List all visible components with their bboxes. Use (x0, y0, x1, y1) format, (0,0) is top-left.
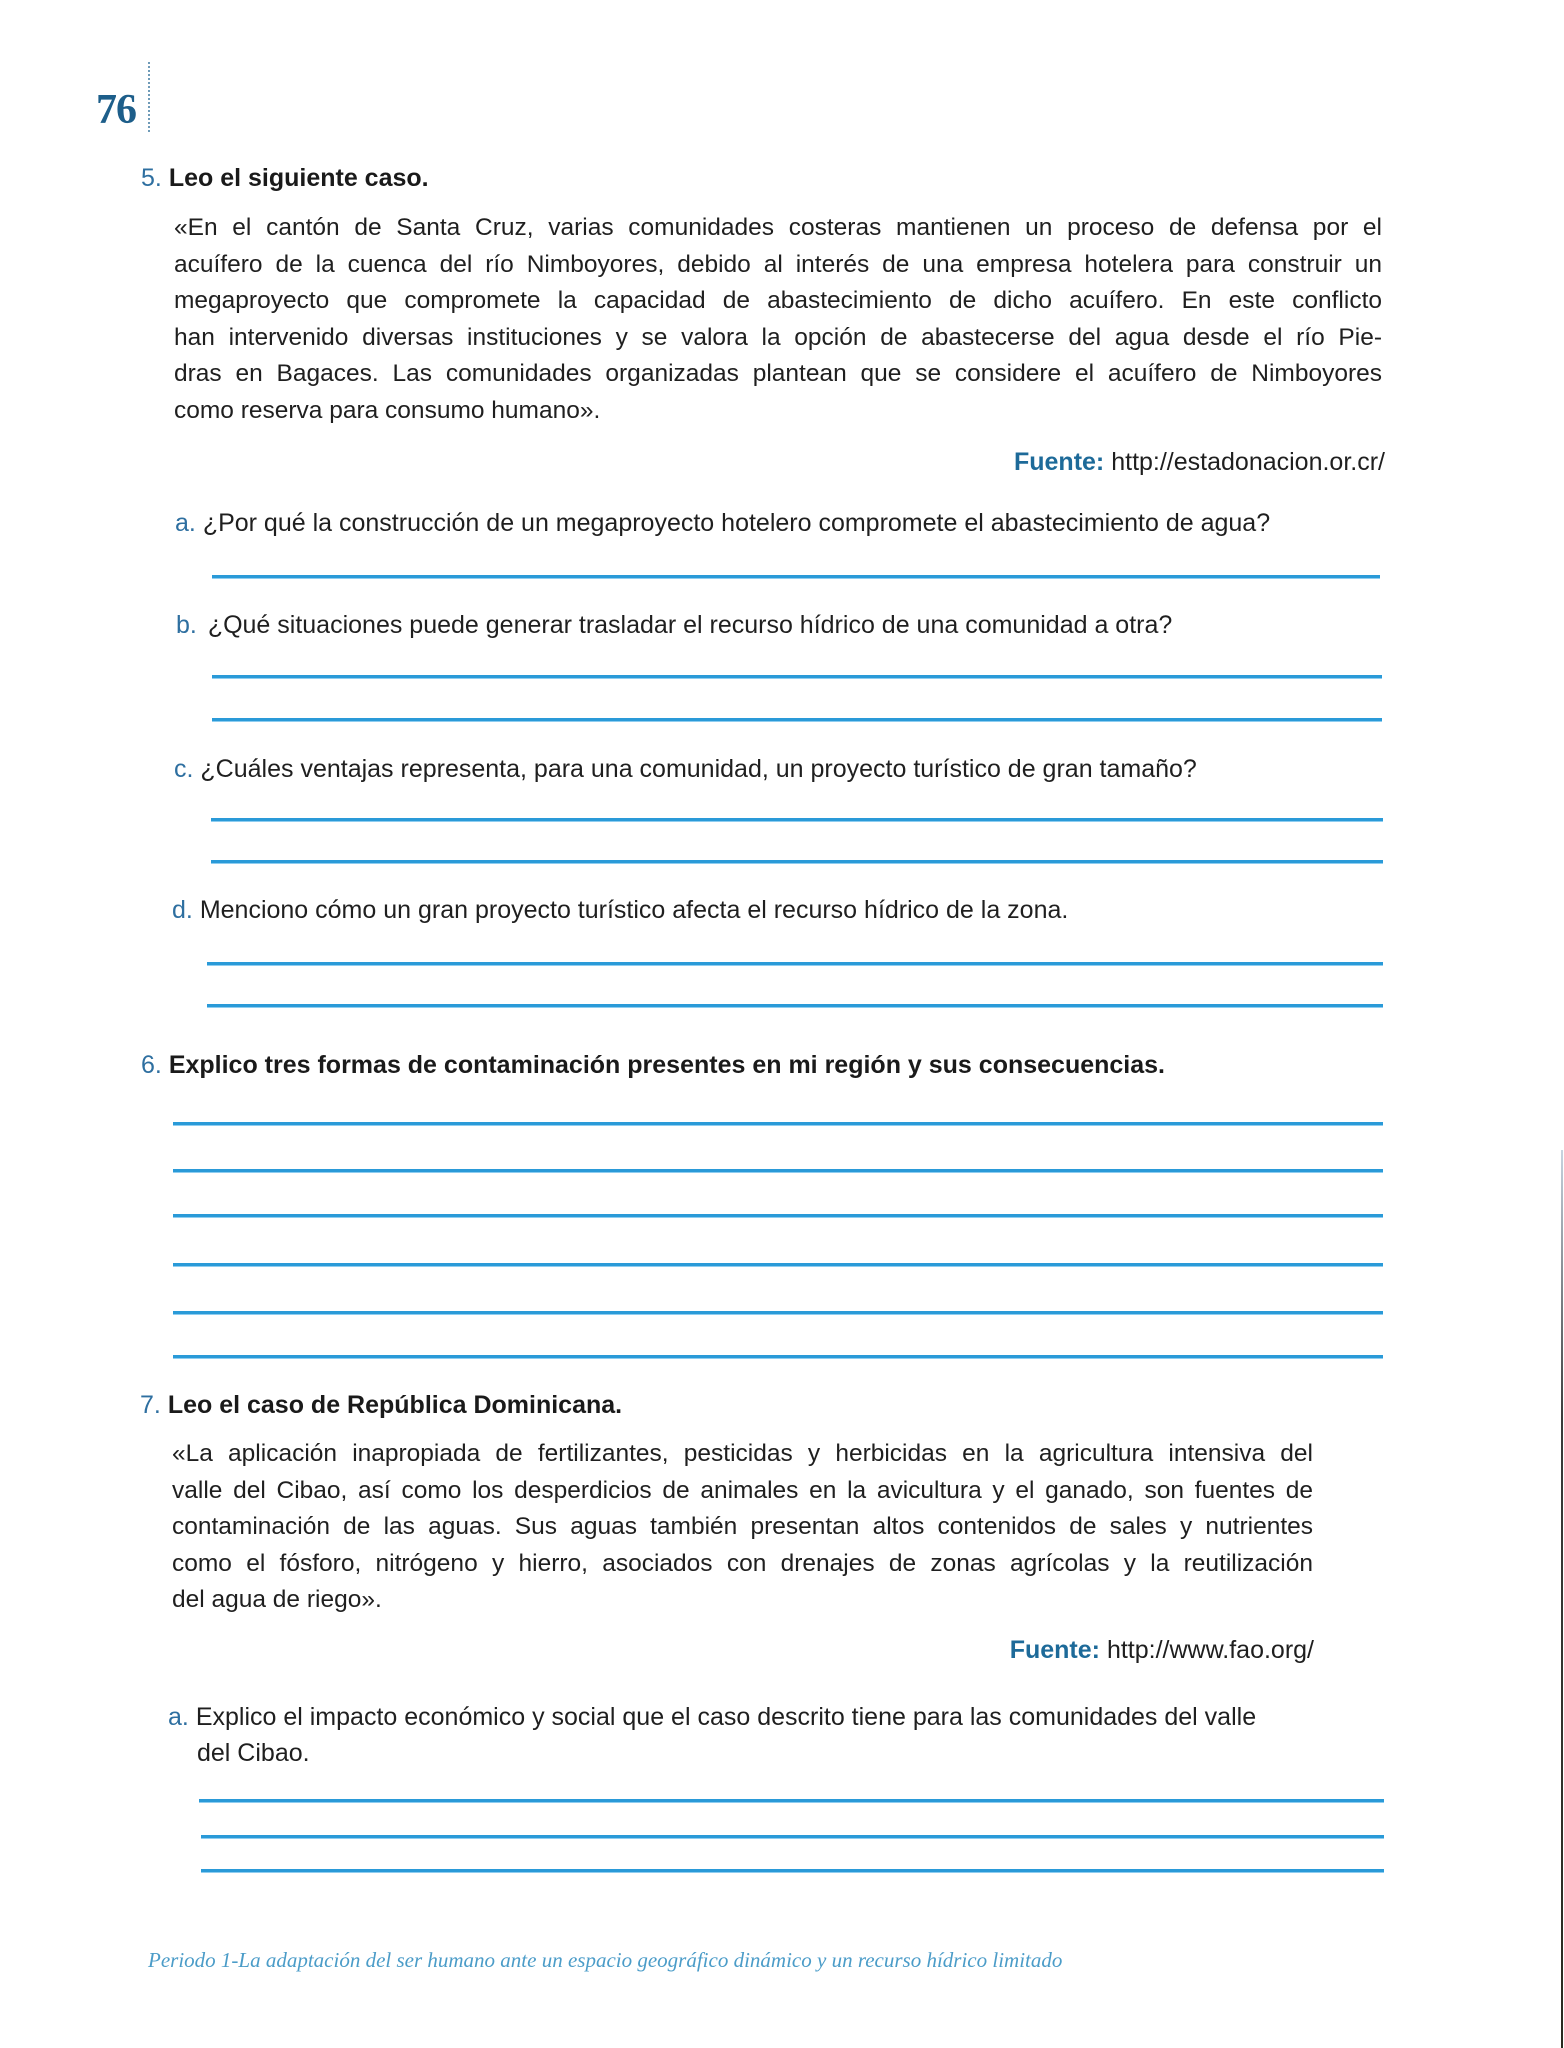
question-5b (176, 611, 1172, 640)
question-5c (174, 755, 1197, 784)
question-7a (168, 1699, 1256, 1771)
page-footer: Periodo 1-La adaptación del ser humano ante un espacio geográfico dinámico y un recurso hídrico limitado (148, 1948, 1063, 1972)
subquestion-text: ¿Qué situaciones puede generar trasladar el recurso hídrico de una comunidad a otra? (207, 611, 1173, 639)
quote-line: han intervenido diversas instituciones y se valora la opción de abastecerse del agua desde el río Pie- (174, 323, 1382, 351)
question-5-heading (141, 164, 429, 193)
answer-line[interactable] (211, 860, 1383, 864)
answer-line[interactable] (173, 1311, 1383, 1315)
quote-line: como el fósforo, nitrógeno y hierro, asociados con drenajes de zonas agrícolas y la reutilización (172, 1549, 1313, 1577)
answer-line[interactable] (207, 1004, 1383, 1008)
question-5a (175, 509, 1270, 538)
question-7-source (1010, 1636, 1314, 1665)
question-5d (172, 896, 1068, 925)
question-5-source (1014, 448, 1385, 477)
subquestion-text: Explico el impacto económico y social que el caso descrito tiene para las comunidades del valle (195, 1703, 1257, 1731)
question-5-title: Leo el siguiente caso. (168, 164, 429, 192)
subquestion-letter: d. (172, 896, 193, 924)
answer-line[interactable] (207, 962, 1383, 966)
answer-line[interactable] (212, 675, 1382, 679)
question-7-number: 7. (140, 1391, 161, 1419)
quote-line: dras en Bagaces. Las comunidades organizadas plantean que se considere el acuífero de Nimboyores (174, 360, 1382, 387)
subquestion-letter: b. (176, 611, 197, 639)
answer-line[interactable] (201, 1869, 1384, 1873)
page-number: 76 (96, 87, 136, 133)
answer-line[interactable] (173, 1214, 1383, 1218)
source-label: Fuente: (1009, 1636, 1100, 1664)
quote-line: valle del Cibao, así como los desperdicios de animales en la avicultura y el ganado, son fuentes de (172, 1476, 1313, 1504)
answer-line[interactable] (212, 718, 1382, 722)
question-6-heading (141, 1051, 1165, 1080)
answer-line[interactable] (211, 818, 1383, 822)
quote-line: como reserva para consumo humano». (174, 396, 601, 424)
question-7-title: Leo el caso de República Dominicana. (167, 1391, 623, 1419)
subquestion-text: ¿Por qué la construcción de un megaproyecto hotelero compromete el abastecimiento de agua? (202, 509, 1271, 537)
subquestion-letter: a. (175, 509, 196, 537)
subquestion-text: Menciono cómo un gran proyecto turístico afecta el recurso hídrico de la zona. (199, 896, 1069, 924)
quote-line: «En el cantón de Santa Cruz, varias comunidades costeras mantienen un proceso de defensa por el (174, 214, 1382, 241)
answer-line[interactable] (173, 1169, 1383, 1173)
source-url: http://estadonacion.or.cr/ (1111, 448, 1385, 476)
subquestion-text: ¿Cuáles ventajas representa, para una comunidad, un proyecto turístico de gran tamaño? (200, 755, 1197, 783)
subquestion-letter: a. (168, 1703, 189, 1731)
answer-line[interactable] (212, 575, 1380, 579)
answer-line[interactable] (173, 1122, 1383, 1126)
subquestion-letter: c. (174, 755, 194, 783)
quote-line: «La aplicación inapropiada de fertilizantes, pesticidas y herbicidas en la agricultura intensiva del (172, 1440, 1313, 1467)
quote-line: acuífero de la cuenca del río Nimboyores, debido al interés de una empresa hotelera para construir un (174, 250, 1382, 278)
question-7-heading (140, 1391, 622, 1420)
source-label: Fuente: (1013, 448, 1105, 476)
question-5-number: 5. (141, 164, 162, 192)
answer-line[interactable] (173, 1263, 1383, 1267)
quote-line: megaproyecto que compromete la capacidad de abastecimiento de dicho acuífero. En este conflicto (174, 287, 1382, 314)
quote-line: del agua de riego». (172, 1586, 382, 1613)
question-6-number: 6. (141, 1051, 162, 1079)
answer-line[interactable] (199, 1799, 1384, 1803)
question-5-quote (174, 210, 1382, 429)
page-number-divider (148, 62, 150, 132)
source-url: http://www.fao.org/ (1106, 1636, 1314, 1664)
subquestion-text: del Cibao. (197, 1739, 310, 1767)
answer-line[interactable] (201, 1835, 1384, 1839)
page-binding-edge (1561, 1150, 1563, 2048)
question-6-title: Explico tres formas de contaminación presentes en mi región y sus consecuencias. (168, 1051, 1165, 1079)
answer-line[interactable] (173, 1355, 1383, 1359)
quote-line: contaminación de las aguas. Sus aguas también presentan altos contenidos de sales y nutrientes (172, 1513, 1313, 1540)
question-7-quote (172, 1436, 1313, 1619)
